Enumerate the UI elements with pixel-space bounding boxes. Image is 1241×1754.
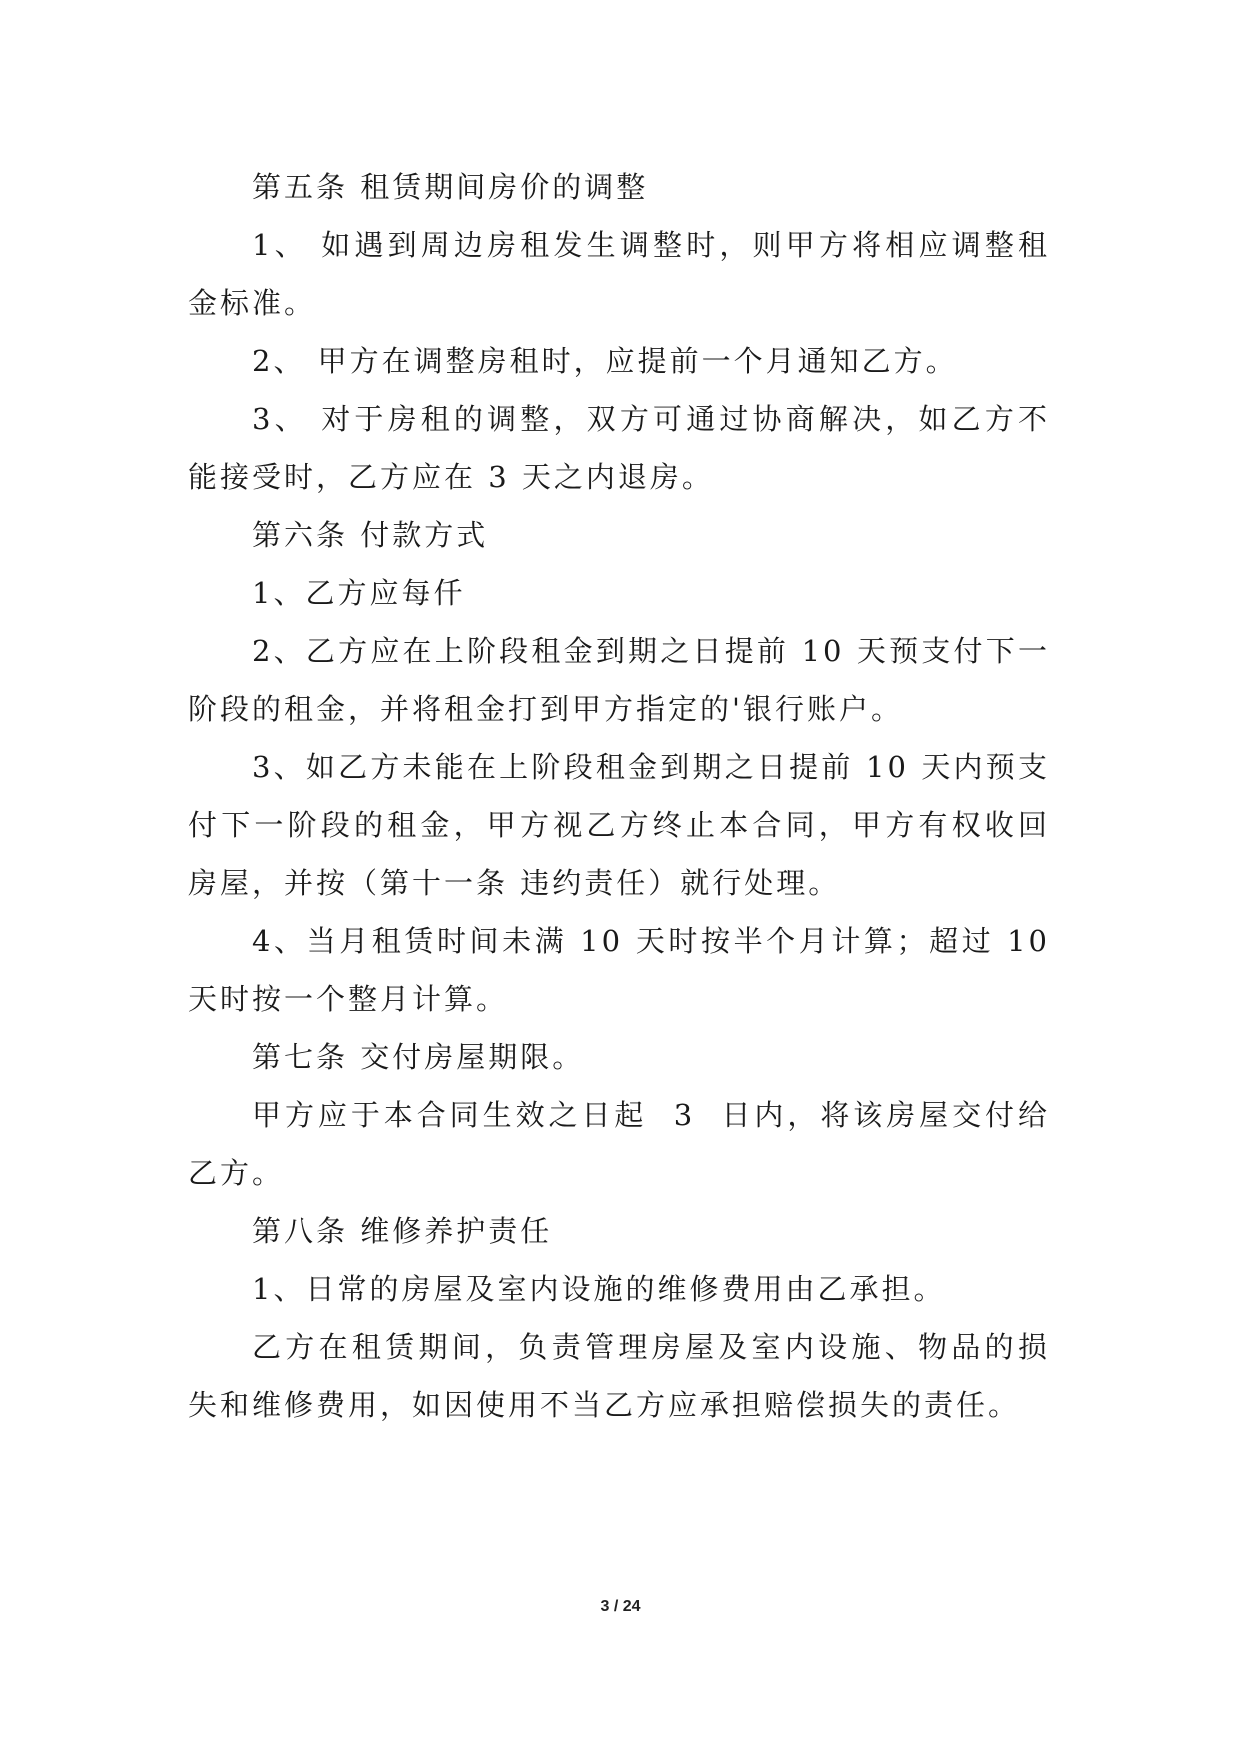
article-6-clause-1: 1、乙方应每仟 bbox=[252, 576, 466, 610]
article-8-text: 乙方在租赁期间，负责管理房屋及室内设施、物品的损失和维修费用，如因使用不当乙方应承担赔偿损失的责任。 bbox=[188, 1330, 1050, 1422]
article-8-clause-1: 1、日常的房屋及室内设施的维修费用由乙承担。 bbox=[252, 1272, 946, 1306]
article-6-clause-2: 2、乙方应在上阶段租金到期之日提前 10 天预支付下一阶段的租金，并将租金打到甲方指定的'银行账户。 bbox=[188, 634, 1050, 726]
article-8-heading: 第八条 维修养护责任 bbox=[252, 1214, 553, 1248]
article-6-clause-4: 4、当月租赁时间未满 10 天时按半个月计算；超过 10 天时按一个整月计算。 bbox=[188, 924, 1063, 1016]
article-7-heading: 第七条 交付房屋期限。 bbox=[252, 1040, 585, 1074]
article-5-heading: 第五条 租赁期间房价的调整 bbox=[252, 170, 649, 204]
article-7-text: 甲方应于本合同生效之日起 3 日内，将该房屋交付给乙方。 bbox=[188, 1098, 1050, 1190]
document-body bbox=[188, 158, 1063, 1434]
article-5-clause-2: 2、 甲方在调整房租时，应提前一个月通知乙方。 bbox=[252, 344, 958, 378]
article-6-heading: 第六条 付款方式 bbox=[252, 518, 489, 552]
article-5-clause-1: 1、 如遇到周边房租发生调整时，则甲方将相应调整租金标准。 bbox=[188, 228, 1050, 320]
article-6-clause-3: 3、如乙方未能在上阶段租金到期之日提前 10 天内预支付下一阶段的租金，甲方视乙方终止本合同，甲方有权收回房屋，并按（第十一条 违约责任）就行处理。 bbox=[188, 750, 1050, 900]
page-number: 3 / 24 bbox=[600, 1598, 641, 1615]
article-5-clause-3: 3、 对于房租的调整，双方可通过协商解决，如乙方不能接受时，乙方应在 3 天之内退房。 bbox=[188, 402, 1050, 494]
